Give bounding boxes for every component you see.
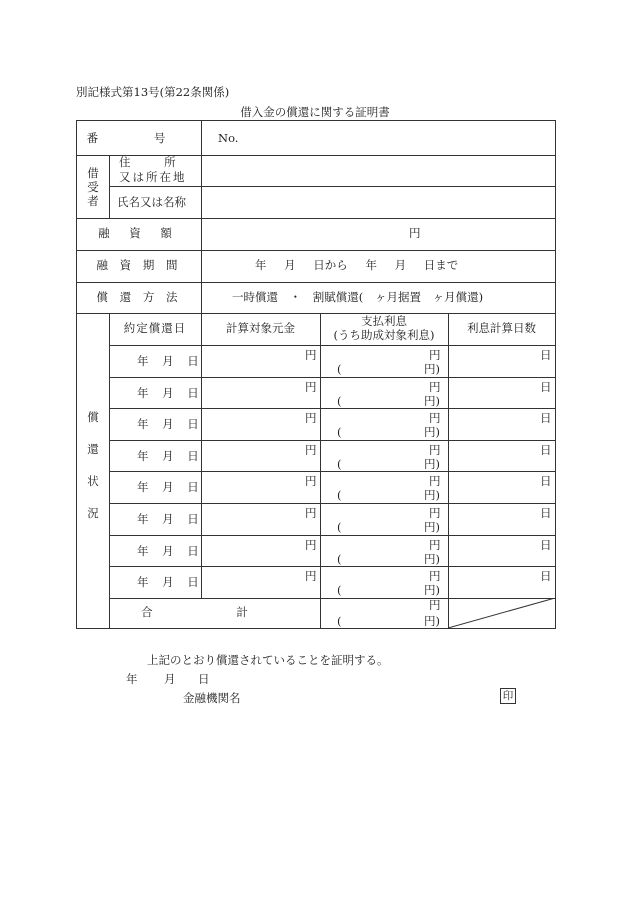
rule-line <box>109 345 555 346</box>
days-unit: 日 <box>540 506 552 520</box>
certification-statement: 上記のとおり償還されていることを証明する。 <box>147 653 389 667</box>
days-unit: 日 <box>540 569 552 583</box>
repayment-date[interactable]: 年 月 日 <box>137 544 199 558</box>
repayment-date[interactable]: 年 月 日 <box>137 386 199 400</box>
document-title: 借入金の償還に関する証明書 <box>240 105 390 119</box>
repayment-date[interactable]: 年 月 日 <box>137 417 199 431</box>
column-header-principal: 計算対象元金 <box>226 321 295 335</box>
principal-unit: 円 <box>305 380 317 394</box>
subsidy-close: 円) <box>424 552 440 566</box>
days-unit: 日 <box>540 380 552 394</box>
subsidy-close: 円) <box>424 362 440 376</box>
number-value[interactable]: No. <box>218 131 239 145</box>
seal-mark: 印 <box>500 688 516 704</box>
principal-unit: 円 <box>305 569 317 583</box>
interest-unit: 円 <box>429 538 441 552</box>
form-number: 別記様式第13号(第22条関係) <box>76 85 230 99</box>
repayment-date[interactable]: 年 月 日 <box>137 575 199 589</box>
repayment-date[interactable]: 年 月 日 <box>137 449 199 463</box>
subsidy-open: ( <box>337 457 342 471</box>
subsidy-open: ( <box>337 394 342 408</box>
repayment-date[interactable]: 年 月 日 <box>137 512 199 526</box>
certificate-table <box>76 120 556 629</box>
column-header-days: 利息計算日数 <box>467 321 536 335</box>
principal-unit: 円 <box>305 474 317 488</box>
column-header-subsidy: (うち助成対象利息) <box>333 328 435 342</box>
principal-unit: 円 <box>305 538 317 552</box>
subsidy-close: 円) <box>424 457 440 471</box>
rule-line <box>109 186 555 187</box>
rule-line <box>77 218 555 219</box>
subsidy-close: 円) <box>424 583 440 597</box>
total-label: 合 計 <box>141 605 288 619</box>
repayment-status-label: 償還状況 <box>87 410 99 520</box>
address-label-2: 又は所在地 <box>119 170 187 184</box>
subsidy-close: 円) <box>424 425 440 439</box>
subsidy-open: ( <box>337 488 342 502</box>
days-unit: 日 <box>540 443 552 457</box>
loan-amount-label: 融 資 額 <box>98 226 180 240</box>
interest-unit: 円 <box>429 443 441 457</box>
column-header-date: 約定償還日 <box>123 321 187 335</box>
principal-unit: 円 <box>305 506 317 520</box>
loan-period-value[interactable]: 年 月 日から 年 月 日まで <box>255 258 459 272</box>
rule-line <box>77 313 555 314</box>
interest-unit: 円 <box>429 569 441 583</box>
total-subsidy-open: ( <box>337 614 342 628</box>
rule-line <box>201 313 202 598</box>
row-divider <box>109 535 555 536</box>
repay-method-label: 償 還 方 法 <box>96 290 182 304</box>
principal-unit: 円 <box>305 411 317 425</box>
repay-method-value[interactable]: 一時償還 ・ 割賦償還( ヶ月据置 ヶ月償還) <box>232 290 484 304</box>
interest-unit: 円 <box>429 474 441 488</box>
repayment-date[interactable]: 年 月 日 <box>137 354 199 368</box>
total-subsidy-close: 円) <box>424 614 440 628</box>
bank-name-label: 金融機関名 <box>183 691 241 705</box>
rule-line <box>77 250 555 251</box>
row-divider <box>109 408 555 409</box>
row-divider <box>109 503 555 504</box>
days-unit: 日 <box>540 474 552 488</box>
row-divider <box>109 471 555 472</box>
interest-unit: 円 <box>429 348 441 362</box>
loan-amount-unit: 円 <box>409 226 421 240</box>
subsidy-close: 円) <box>424 488 440 502</box>
address-label: 住 所 <box>119 155 191 169</box>
days-unit: 日 <box>540 411 552 425</box>
row-divider <box>109 377 555 378</box>
subsidy-open: ( <box>337 583 342 597</box>
subsidy-open: ( <box>337 362 342 376</box>
days-unit: 日 <box>540 538 552 552</box>
number-label: 番 号 <box>86 131 192 145</box>
rule-line <box>77 282 555 283</box>
repayment-date[interactable]: 年 月 日 <box>137 480 199 494</box>
loan-period-label: 融 資 期 間 <box>96 258 182 272</box>
name-label: 氏名又は名称 <box>117 195 186 209</box>
principal-unit: 円 <box>305 443 317 457</box>
row-divider <box>109 440 555 441</box>
row-divider <box>109 566 555 567</box>
rule-line <box>201 121 202 313</box>
subsidy-close: 円) <box>424 520 440 534</box>
diagonal-strike <box>448 598 556 629</box>
total-interest-unit: 円 <box>429 598 441 612</box>
interest-unit: 円 <box>429 411 441 425</box>
subsidy-open: ( <box>337 520 342 534</box>
date-year: 年 <box>126 672 138 686</box>
subsidy-open: ( <box>337 425 342 439</box>
column-header-interest: 支払利息 <box>361 314 407 328</box>
subsidy-close: 円) <box>424 394 440 408</box>
principal-unit: 円 <box>305 348 317 362</box>
date-day: 日 <box>198 672 210 686</box>
subsidy-open: ( <box>337 552 342 566</box>
date-month: 月 <box>164 672 176 686</box>
interest-unit: 円 <box>429 506 441 520</box>
days-unit: 日 <box>540 348 552 362</box>
interest-unit: 円 <box>429 380 441 394</box>
borrower-label: 借受者 <box>87 166 99 208</box>
rule-line <box>109 155 110 218</box>
